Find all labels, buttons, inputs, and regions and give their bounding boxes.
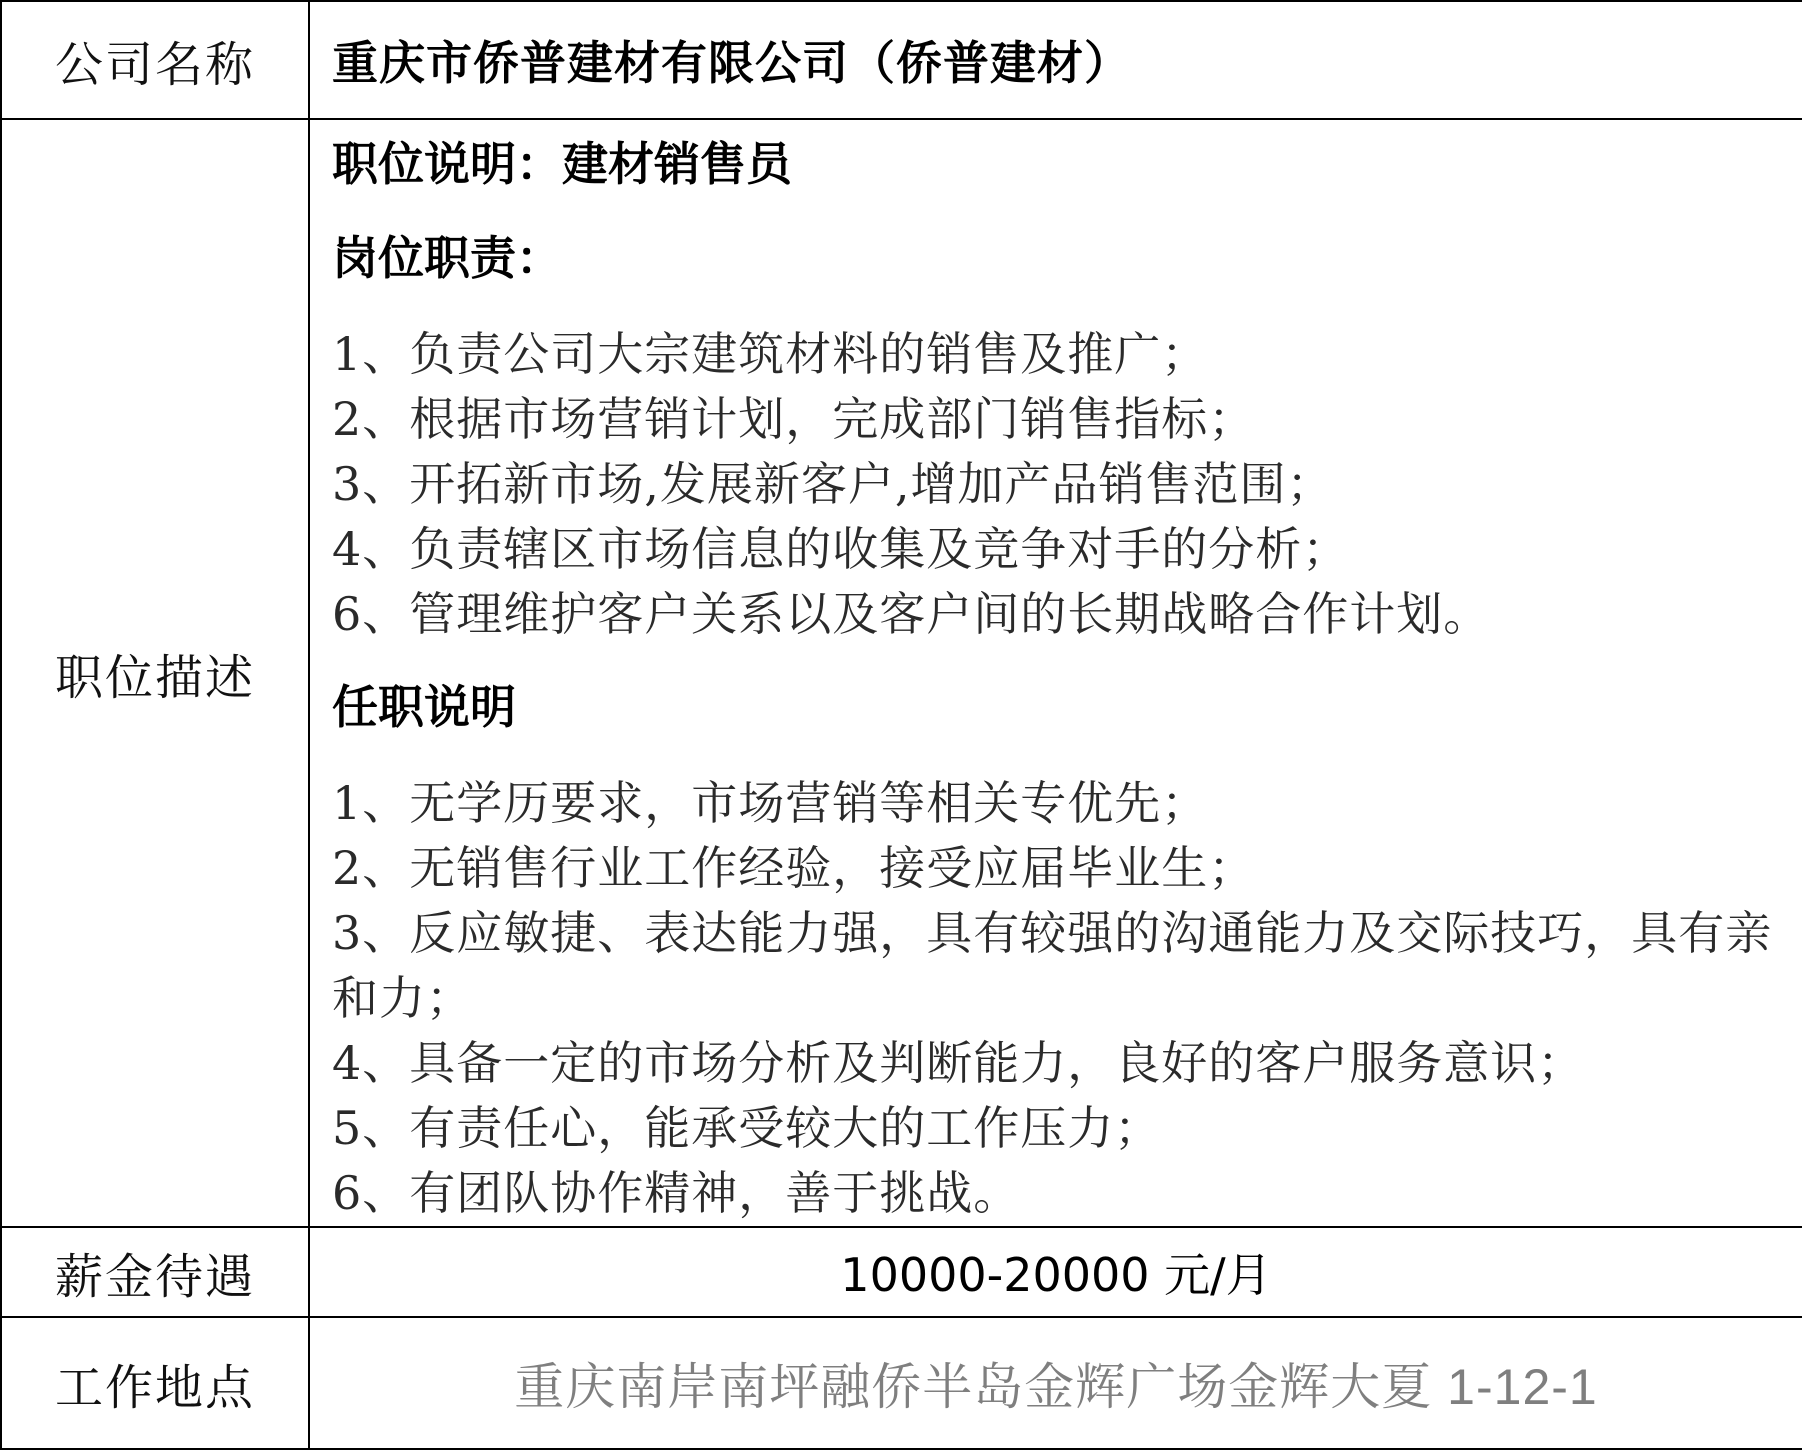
list-item: 6、有团队协作精神，善于挑战。: [332, 1166, 1021, 1220]
company-row: [1, 1, 1802, 119]
duties-heading: 岗位职责：: [332, 231, 562, 285]
list-item: 2、无销售行业工作经验，接受应届毕业生；: [332, 841, 1256, 895]
list-item: 4、负责辖区市场信息的收集及竞争对手的分析；: [332, 522, 1350, 576]
company-name: 重庆市侨普建材有限公司（侨普建材）: [309, 1, 1802, 119]
position-title: 职位说明：建材销售员: [332, 137, 792, 191]
list-item: 6、管理维护客户关系以及客户间的长期战略合作计划。: [332, 587, 1491, 641]
location-label: 工作地点: [1, 1317, 309, 1449]
description-row: [1, 119, 1802, 1227]
list-item: 1、无学历要求，市场营销等相关专优先；: [332, 776, 1209, 830]
description-content: [309, 119, 1802, 1227]
company-label: 公司名称: [1, 1, 309, 119]
list-item: 3、反应敏捷、表达能力强，具有较强的沟通能力及交际技巧，具有亲和力；: [332, 906, 1773, 1025]
list-item: 1、负责公司大宗建筑材料的销售及推广；: [332, 327, 1209, 381]
duties-list: [332, 322, 1780, 647]
location-row: [1, 1317, 1802, 1449]
salary-value: 10000-20000 元/月: [309, 1227, 1802, 1317]
requirements-heading: 任职说明: [332, 680, 516, 734]
salary-label: 薪金待遇: [1, 1227, 309, 1317]
description-label: 职位描述: [1, 119, 309, 1227]
salary-row: [1, 1227, 1802, 1317]
list-item: 4、具备一定的市场分析及判断能力，良好的客户服务意识；: [332, 1036, 1585, 1090]
location-value: 重庆南岸南坪融侨半岛金辉广场金辉大夏 1-12-1: [309, 1317, 1802, 1449]
list-item: 5、有责任心，能承受较大的工作压力；: [332, 1101, 1162, 1155]
list-item: 2、根据市场营销计划，完成部门销售指标；: [332, 392, 1256, 446]
list-item: 3、开拓新市场,发展新客户,增加产品销售范围；: [332, 457, 1334, 511]
requirements-list: [332, 771, 1780, 1226]
